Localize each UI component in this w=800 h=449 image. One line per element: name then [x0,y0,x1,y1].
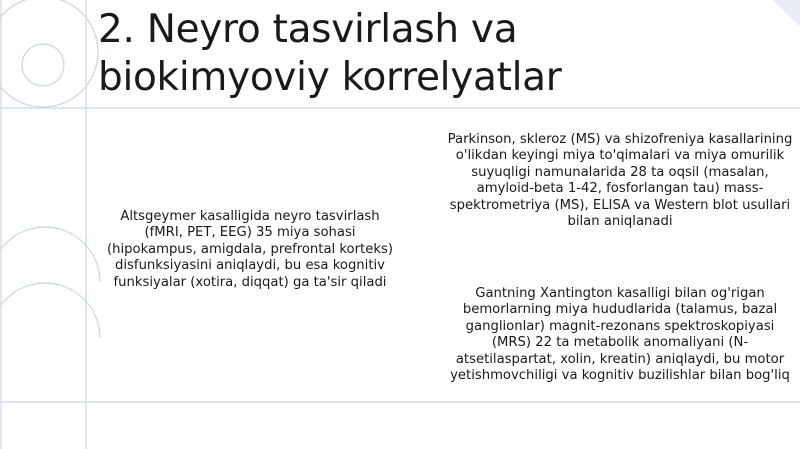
paragraph-alzheimer-neuroimaging: Altsgeymer kasalligida neyro tasvirlash (fMRI, PET, EEG) 35 miya sohasi (hipokampus, amigdala, prefrontal korteks) disfunksiyasini aniqlaydi, bu esa kognitiv funksiyalar (xotira, diqqat) ga ta'sir qiladi [107,209,393,290]
paragraph-parkinson-proteins: Parkinson, skleroz (MS) va shizofreniya kasallarining o'likdan keyingi miya to'qimalari va miya omurilik suyuqligi namunalarida 28 ta oqsil (masalan, amyloid-beta 1-42, fosforlangan tau) mass-spektrometriya (MS), ELISA va Western blot usullari bilan aniqlanadi [447,132,793,230]
decor-arc-upper [0,227,100,282]
decor-corner-shape [772,0,800,26]
decor-circle-small [22,44,64,86]
slide-title: 2. Neyro tasvirlash va biokimyoviy korrelyatlar [98,7,562,100]
decor-arc-lower [0,283,100,338]
paragraph-huntington-mrs: Gantning Xantington kasalligi bilan og'rigan bemorlarning miya hududlarida (talamus, bazal ganglionlar) magnit-rezonans spektroskopiyasi (MRS) 22 ta metabolik anomaliyani (N-atsetilaspartat, xolin, kreatin) aniqlaydi, bu motor yetishmovchiligi va kognitiv buzilishlar bilan bog'liq [450,286,790,384]
decor-circle-large [0,0,98,107]
